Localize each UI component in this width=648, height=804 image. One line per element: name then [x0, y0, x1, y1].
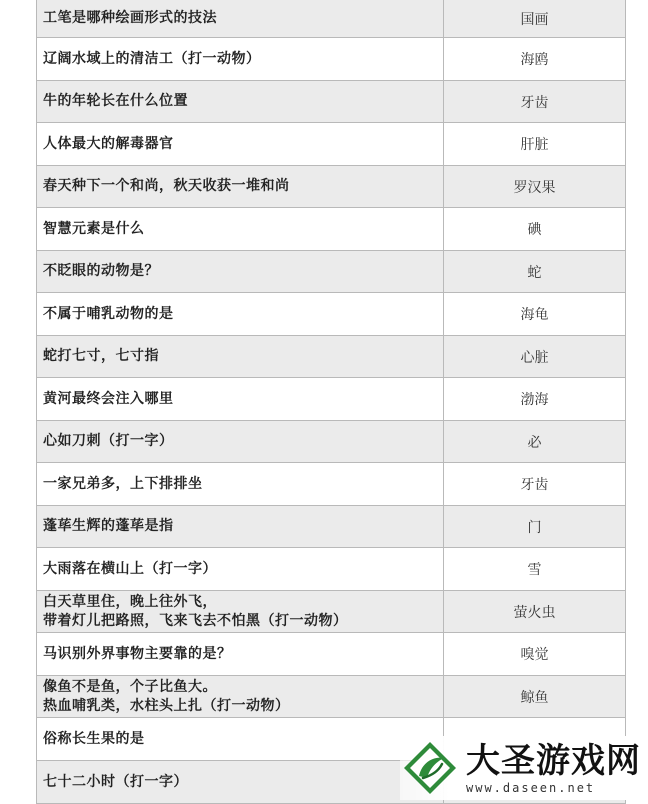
question-text: 大雨落在横山上（打一字） — [43, 560, 217, 577]
answer-cell: 心脏 — [520, 349, 549, 366]
question-text: 春天种下一个和尚，秋天收获一堆和尚 — [43, 178, 290, 194]
question-text: 辽阔水域上的清洁工（打一动物） — [43, 50, 261, 67]
question-cell — [37, 0, 444, 37]
table-row — [37, 676, 625, 718]
answer-cell: 嗅觉 — [520, 647, 549, 663]
answer-cell: 牙齿 — [520, 477, 549, 493]
table-row — [37, 166, 625, 208]
question-cell — [37, 208, 444, 250]
question-text: 心如刀刺（打一字） — [43, 433, 174, 449]
question-cell — [37, 506, 444, 547]
answer-cell: 海鸥 — [520, 52, 549, 68]
question-cell — [37, 378, 444, 420]
table-row — [37, 251, 625, 293]
question-text: 不属于哺乳动物的是 — [43, 305, 174, 322]
table-row — [37, 506, 625, 548]
question-cell — [37, 421, 444, 462]
table-row — [37, 123, 625, 166]
answer-cell: 罗汉果 — [513, 179, 556, 196]
daseen-logo-icon — [400, 738, 460, 798]
table-row — [37, 81, 625, 123]
answer-cell: 门 — [527, 519, 542, 536]
question-text: 俗称长生果的是 — [43, 730, 145, 747]
question-cell — [37, 123, 444, 165]
question-text: 带着灯儿把路照，飞来飞去不怕黑（打一动物） — [43, 612, 348, 629]
answer-cell: 肝脏 — [520, 137, 549, 153]
answer-cell: 蛇 — [527, 264, 542, 281]
question-text: 热血哺乳类，水柱头上扎（打一动物） — [43, 697, 290, 714]
table-row — [37, 633, 625, 676]
answer-cell: 国画 — [520, 11, 549, 28]
answer-cell: 必 — [527, 434, 542, 451]
answer-cell: 渤海 — [520, 392, 549, 408]
table-row — [37, 421, 625, 463]
table-row — [37, 208, 625, 251]
question-text: 黄河最终会注入哪里 — [43, 390, 174, 407]
question-cell — [37, 591, 444, 632]
answer-cell: 鲸鱼 — [520, 689, 549, 706]
table-row — [37, 0, 625, 38]
table-row — [37, 463, 625, 506]
watermark-logo — [400, 736, 648, 800]
question-text: 不眨眼的动物是？ — [43, 263, 159, 279]
answer-cell: 雪 — [527, 562, 542, 578]
table-row — [37, 591, 625, 633]
table-row — [37, 378, 625, 421]
answer-cell: 海龟 — [520, 307, 549, 323]
question-text: 白天草里住，晚上往外飞， — [43, 593, 217, 610]
site-name: 大圣游戏网 — [466, 741, 641, 781]
question-text: 马识别外界事物主要靠的是？ — [43, 645, 232, 662]
answer-cell: 碘 — [527, 222, 542, 238]
question-text: 工笔是哪种绘画形式的技法 — [43, 10, 217, 26]
question-text: 蛇打七寸，七寸指 — [43, 348, 159, 364]
site-url: www.daseen.net — [466, 781, 596, 795]
question-cell — [37, 293, 444, 335]
question-cell — [37, 463, 444, 505]
table-row — [37, 293, 625, 336]
question-cell — [37, 251, 444, 292]
question-cell — [37, 676, 444, 717]
question-cell — [37, 761, 444, 803]
question-text: 七十二小时（打一字） — [43, 773, 188, 790]
question-text: 蓬荜生辉的蓬荜是指 — [43, 518, 174, 534]
question-cell — [37, 718, 444, 760]
quiz-table — [36, 0, 626, 804]
question-text: 一家兄弟多，上下排排坐 — [43, 475, 203, 492]
question-cell — [37, 38, 444, 80]
answer-cell: 萤火虫 — [513, 604, 556, 621]
question-text: 智慧元素是什么 — [43, 220, 145, 237]
table-row — [37, 548, 625, 591]
question-cell — [37, 166, 444, 207]
question-text: 像鱼不是鱼，个子比鱼大。 — [43, 678, 217, 695]
table-row — [37, 38, 625, 81]
question-text: 人体最大的解毒器官 — [43, 135, 174, 152]
question-cell — [37, 81, 444, 122]
question-cell — [37, 548, 444, 590]
answer-cell: 牙齿 — [520, 94, 549, 111]
question-cell — [37, 633, 444, 675]
question-cell — [37, 336, 444, 377]
question-text: 牛的年轮长在什么位置 — [43, 93, 188, 109]
table-row — [37, 336, 625, 378]
